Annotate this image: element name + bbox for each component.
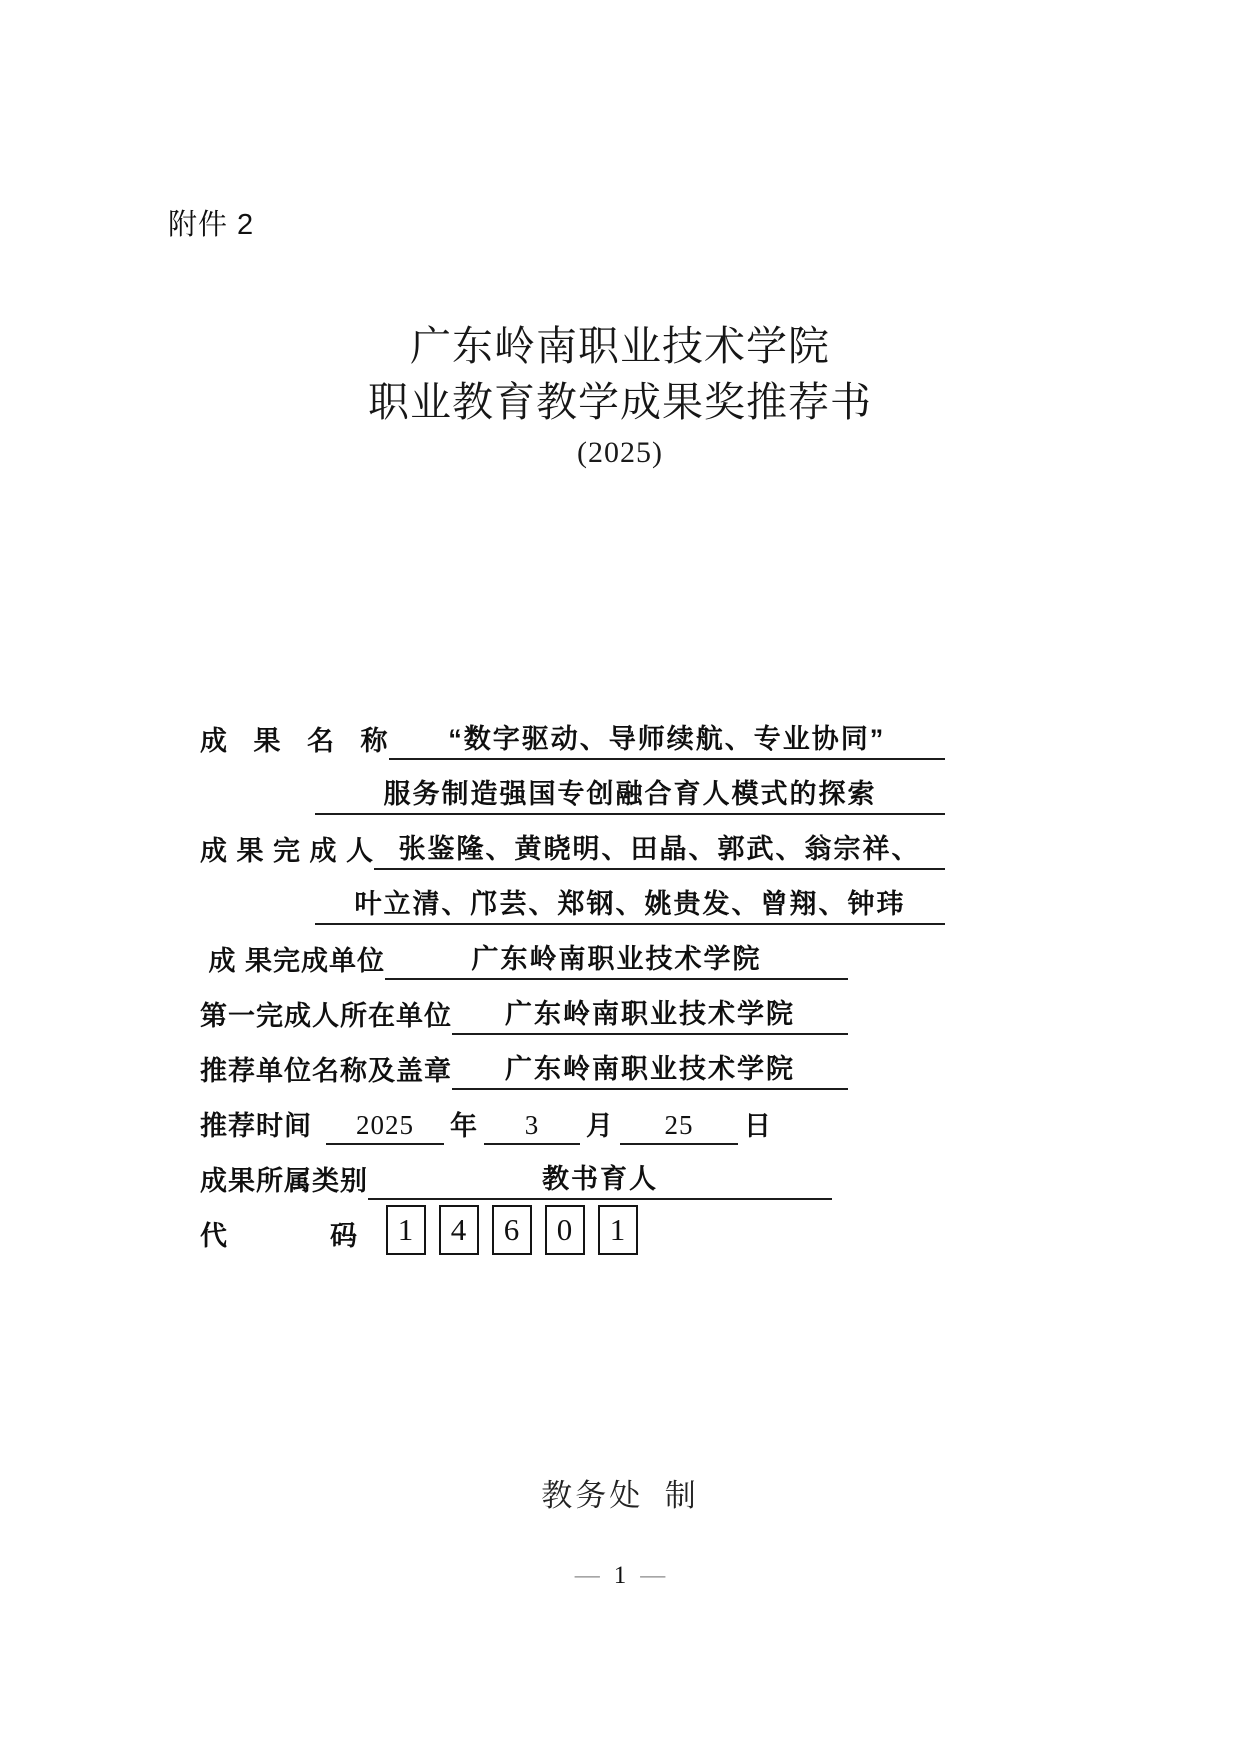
completing-unit-label: 成 果完成单位 <box>200 946 386 976</box>
recommending-unit-label: 推荐单位名称及盖章 <box>200 1056 452 1086</box>
code-digit-box: 6 <box>492 1205 532 1255</box>
first-completer-unit-label: 第一完成人所在单位 <box>200 1001 452 1031</box>
category-label: 成果所属类别 <box>200 1166 368 1196</box>
code-digit-box: 4 <box>439 1205 479 1255</box>
first-completer-unit-value: 广东岭南职业技术学院 <box>452 992 848 1035</box>
row-achievement-name <box>200 716 945 760</box>
document-year: (2025) <box>577 436 663 469</box>
maker-credit: 教务处 制 <box>541 1478 699 1513</box>
recommend-date-month-word: 月 <box>586 1111 614 1141</box>
achievement-name-value-line2: 服务制造强国专创融合育人模式的探索 <box>315 772 945 815</box>
achievement-name-value-line1: “数字驱动、导师续航、专业协同” <box>389 717 945 760</box>
recommend-date-year-word: 年 <box>450 1111 478 1141</box>
row-recommend-date <box>200 1101 945 1145</box>
code-digit-box: 0 <box>545 1205 585 1255</box>
row-completing-unit <box>200 936 848 980</box>
recommend-date-month: 3 <box>484 1110 580 1145</box>
footer-dash-left: — <box>574 1562 600 1589</box>
recommending-unit-value: 广东岭南职业技术学院 <box>452 1047 848 1090</box>
completers-value-line2: 叶立清、邝芸、郑钢、姚贵发、曾翔、钟玮 <box>315 882 945 925</box>
row-completers <box>200 826 945 870</box>
row-code <box>200 1211 945 1255</box>
recommend-date-day-word: 日 <box>744 1111 772 1141</box>
title-block <box>0 318 1240 470</box>
form-block <box>200 716 945 1266</box>
footer-dash-right: — <box>640 1562 666 1589</box>
code-digit-box: 1 <box>598 1205 638 1255</box>
recommend-date-year: 2025 <box>326 1110 444 1145</box>
document-title-line1: 广东岭南职业技术学院 <box>410 323 830 369</box>
recommend-date-label: 推荐时间 <box>200 1111 312 1141</box>
row-first-completer-unit <box>200 991 848 1035</box>
code-digit-box: 1 <box>386 1205 426 1255</box>
completers-label: 成 果 完 成 人 <box>200 836 375 866</box>
recommend-date-day: 25 <box>620 1110 738 1145</box>
row-completers-cont <box>200 881 945 925</box>
page-number <box>0 1562 1240 1590</box>
category-value: 教书育人 <box>368 1157 832 1200</box>
row-achievement-name-cont <box>200 771 945 815</box>
document-title-line2: 职业教育教学成果奖推荐书 <box>368 379 872 425</box>
footer-page-number: 1 <box>613 1562 627 1589</box>
achievement-name-label: 成 果 名 称 <box>200 726 389 756</box>
code-boxes <box>386 1205 638 1255</box>
code-label: 代 码 <box>200 1221 359 1251</box>
completing-unit-value: 广东岭南职业技术学院 <box>385 937 848 980</box>
attachment-label: 附件 2 <box>168 209 255 241</box>
row-recommending-unit <box>200 1046 848 1090</box>
row-category <box>200 1156 832 1200</box>
completers-value-line1: 张鉴隆、黄晓明、田晶、郭武、翁宗祥、 <box>374 827 945 870</box>
